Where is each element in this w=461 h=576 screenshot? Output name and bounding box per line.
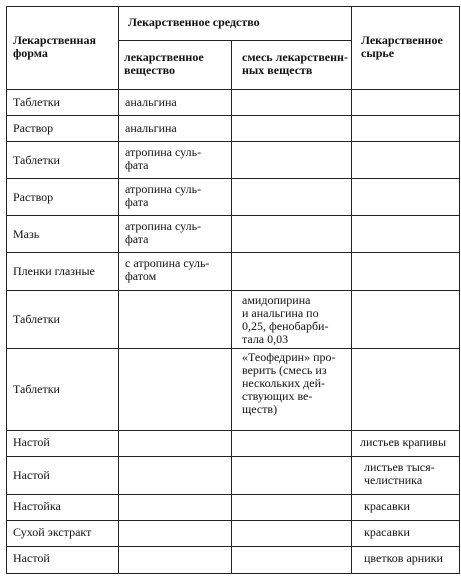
row-11-raw: красавки [364,499,410,513]
row-9-raw: листьев крапивы [360,435,447,449]
row-2-form: Раствор [13,121,54,135]
row-4-substance: атропина суль- фата [125,182,202,209]
row-8-mixture: «Теофедрин» про- верить (смесь из нескольких дей- ствующих ве- ществ) [242,350,336,416]
row-1-form: Таблетки [13,95,60,109]
row-9-form: Настой [13,435,50,449]
row-7-form: Таблетки [13,312,60,326]
row-1-substance: анальгина [125,95,177,109]
row-6-form: Пленки глазные [13,264,95,278]
row-11-form: Настойка [13,499,61,513]
row-7-mixture: амидопирина и анальгина по 0,25, фенобарби- тала 0,03 [242,293,329,346]
row-8-form: Таблетки [13,382,60,396]
row-6-substance: с атропина суль- фатом [125,256,210,283]
row-12-raw: красавки [364,525,410,539]
row-10-form: Настой [13,468,50,482]
header-drug: Лекарственное средство [128,15,260,29]
row-12-form: Сухой экстракт [13,525,92,539]
header-form: Лекарственная форма [13,33,96,60]
row-5-substance: атропина суль- фата [125,219,202,246]
header-substance: лекарственное вещество [124,50,204,77]
row-2-substance: анальгина [125,121,177,135]
row-4-form: Раствор [13,190,54,204]
row-3-form: Таблетки [13,153,60,167]
header-mixture: смесь лекарственн- ных веществ [242,50,348,77]
header-raw: Лекарственное сырье [361,33,443,60]
row-5-form: Мазь [13,227,40,241]
row-10-raw: листьев тыся- челистника [364,460,435,487]
row-13-form: Настой [13,551,50,565]
row-13-raw: цветков арники [364,551,443,565]
row-3-substance: атропина суль- фата [125,145,202,172]
